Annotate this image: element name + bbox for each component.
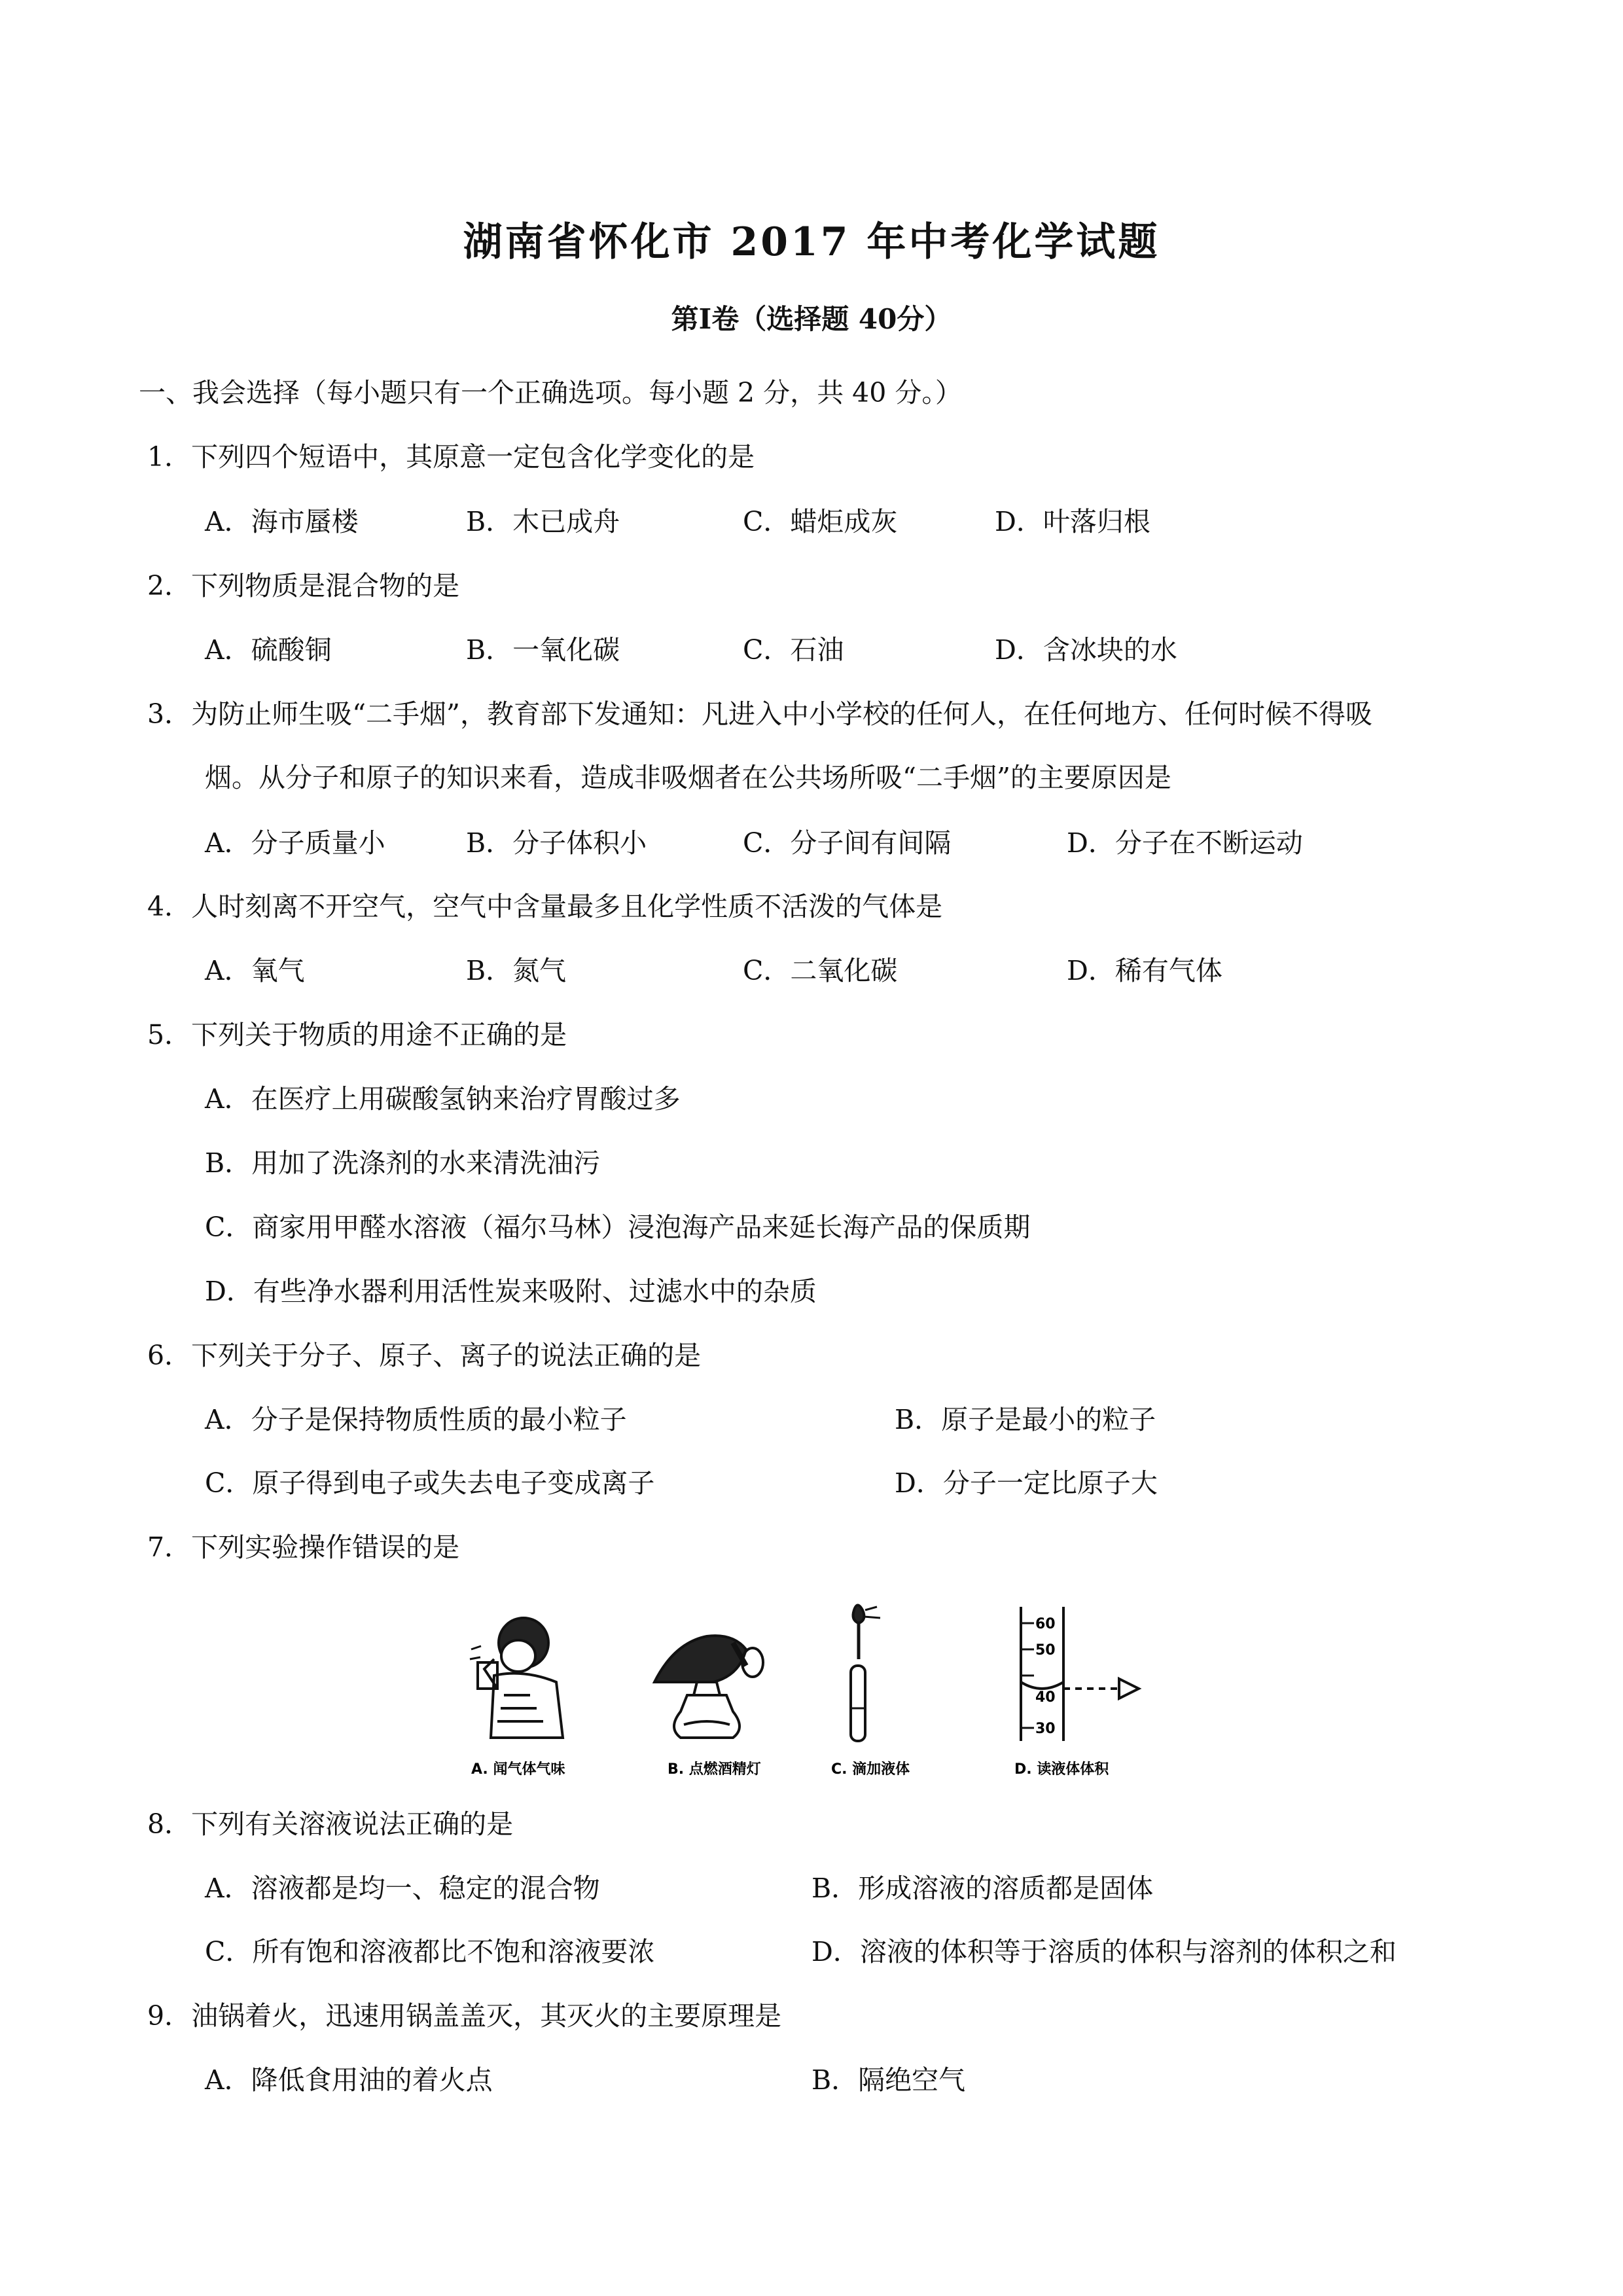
- question-6-stem: 6．下列关于分子、原子、离子的说法正确的是: [147, 1340, 702, 1371]
- cylinder-tick-30: 30: [1035, 1721, 1056, 1737]
- figure-drop-liquid: [851, 1605, 880, 1742]
- q3-option-a: A．分子质量小: [205, 827, 385, 859]
- q3-option-c: C．分子间有间隔: [743, 827, 952, 859]
- q6-option-c: C．原子得到电子或失去电子变成离子: [205, 1467, 655, 1499]
- figure-caption-b: B. 点燃酒精灯: [668, 1761, 761, 1778]
- figure-light-lamp: [654, 1636, 763, 1738]
- q9-option-b: B．隔绝空气: [812, 2064, 966, 2096]
- q9-option-a: A．降低食用油的着火点: [205, 2064, 493, 2096]
- q1-option-c: C．蜡炬成灰: [743, 506, 898, 537]
- q5-option-a: A．在医疗上用碳酸氢钠来治疗胃酸过多: [205, 1083, 681, 1115]
- q2-option-b: B．一氧化碳: [466, 634, 620, 666]
- q6-option-a: A．分子是保持物质性质的最小粒子: [205, 1404, 627, 1435]
- q4-option-c: C．二氧化碳: [743, 955, 898, 986]
- q3-option-b: B．分子体积小: [466, 827, 647, 859]
- figure-caption-c: C. 滴加液体: [831, 1761, 910, 1778]
- figure-smell-gas: [470, 1618, 563, 1738]
- q5-option-d: D．有些净水器利用活性炭来吸附、过滤水中的杂质: [205, 1276, 817, 1307]
- q6-option-b: B．原子是最小的粒子: [895, 1404, 1156, 1435]
- q6-option-d: D．分子一定比原子大: [895, 1467, 1158, 1499]
- question-4-stem: 4．人时刻离不开空气，空气中含量最多且化学性质不活泼的气体是: [147, 891, 943, 922]
- cylinder-tick-60: 60: [1035, 1616, 1056, 1632]
- q2-option-c: C．石油: [743, 634, 844, 666]
- question-8-stem: 8．下列有关溶液说法正确的是: [147, 1808, 514, 1840]
- section-heading: 一、我会选择（每小题只有一个正确选项。每小题 2 分，共 40 分。）: [139, 377, 962, 408]
- q8-option-b: B．形成溶液的溶质都是固体: [812, 1873, 1154, 1904]
- q8-option-a: A．溶液都是均一、稳定的混合物: [205, 1873, 600, 1904]
- question-1-stem: 1．下列四个短语中，其原意一定包含化学变化的是: [147, 441, 755, 473]
- q4-option-a: A．氧气: [205, 955, 305, 986]
- question-7-stem: 7．下列实验操作错误的是: [147, 1532, 460, 1563]
- section-title: 第Ⅰ卷（选择题 40分）: [671, 303, 952, 335]
- cylinder-tick-50: 50: [1035, 1642, 1056, 1659]
- q1-option-a: A．海市蜃楼: [205, 506, 359, 537]
- exam-title: 湖南省怀化市 2017 年中考化学试题: [463, 219, 1160, 265]
- figure-caption-a: A. 闻气体气味: [471, 1761, 565, 1778]
- lab-operations-figure: [458, 1597, 1230, 1787]
- q4-option-d: D．稀有气体: [1067, 955, 1222, 986]
- q8-option-d: D．溶液的体积等于溶质的体积与溶剂的体积之和: [812, 1936, 1397, 1967]
- q1-option-b: B．木已成舟: [466, 506, 620, 537]
- question-3-stem: 3．为防止师生吸“二手烟”，教育部下发通知：凡进入中小学校的任何人，在任何地方、任何时候不得吸: [147, 698, 1373, 730]
- question-5-stem: 5．下列关于物质的用途不正确的是: [147, 1019, 567, 1050]
- question-2-stem: 2．下列物质是混合物的是: [147, 570, 460, 601]
- question-9-stem: 9．油锅着火，迅速用锅盖盖灭，其灭火的主要原理是: [147, 2000, 782, 2032]
- q1-option-d: D．叶落归根: [995, 506, 1150, 537]
- question-3-stem-continued: 烟。从分子和原子的知识来看，造成非吸烟者在公共场所吸“二手烟”的主要原因是: [205, 762, 1171, 793]
- q5-option-c: C．商家用甲醛水溶液（福尔马林）浸泡海产品来延长海产品的保质期: [205, 1211, 1031, 1243]
- q8-option-c: C．所有饱和溶液都比不饱和溶液要浓: [205, 1936, 655, 1967]
- q5-option-b: B．用加了洗涤剂的水来清洗油污: [205, 1147, 601, 1179]
- q3-option-d: D．分子在不断运动: [1067, 827, 1303, 859]
- q4-option-b: B．氮气: [466, 955, 567, 986]
- figure-caption-d: D. 读液体体积: [1014, 1761, 1109, 1778]
- q2-option-d: D．含冰块的水: [995, 634, 1177, 666]
- cylinder-tick-40: 40: [1035, 1689, 1056, 1706]
- q2-option-a: A．硫酸铜: [205, 634, 332, 666]
